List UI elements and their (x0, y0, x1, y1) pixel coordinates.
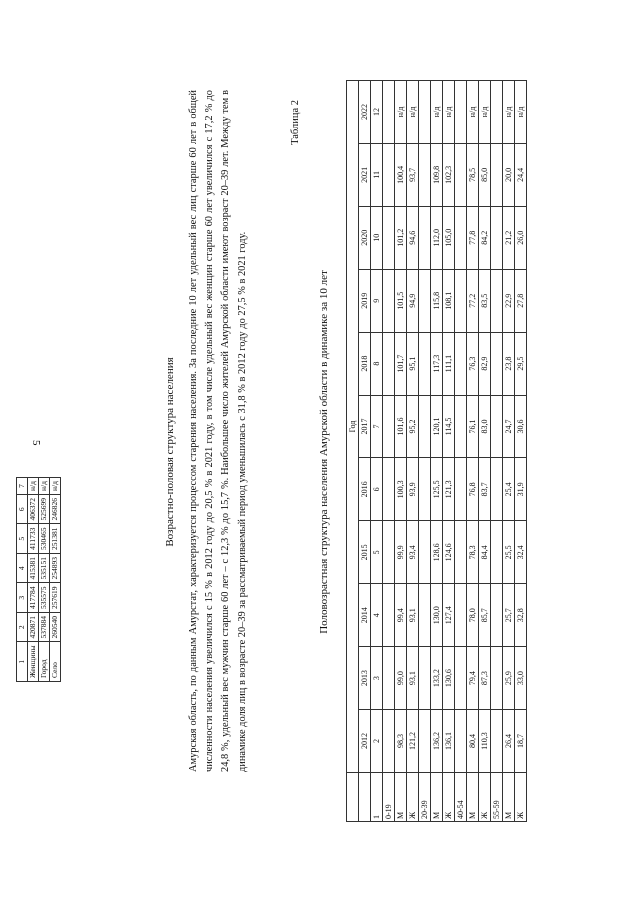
column-number: 12 (371, 81, 383, 144)
section-title: Возрастно-половая структура населения (164, 357, 176, 547)
column-number: 4 (371, 584, 383, 647)
age-group-label: 55-59 (491, 773, 503, 822)
header-cell: 5 (17, 524, 28, 554)
column-number: 5 (371, 521, 383, 584)
value-cell: н/д (467, 81, 479, 144)
age-group-label: 40-54 (455, 773, 467, 822)
sex-label: Ж (407, 773, 419, 822)
value-cell: 33,0 (515, 647, 527, 710)
value-cell: н/д (503, 81, 515, 144)
year-header: 2013 (359, 647, 371, 710)
age-group-row (419, 81, 431, 822)
value-cell: 93,7 (407, 143, 419, 206)
value-cell: 22,9 (503, 269, 515, 332)
value-cell: 32,4 (515, 521, 527, 584)
header-cell: 2 (17, 612, 28, 642)
table-label: Таблица 2 (290, 100, 301, 145)
value-cell: 120,1 (431, 395, 443, 458)
corner-cell (359, 773, 371, 822)
empty-cell (491, 458, 503, 521)
empty-cell (383, 458, 395, 521)
value-cell: 31,9 (515, 458, 527, 521)
table-cell: 537884 (39, 612, 50, 642)
empty-cell (383, 332, 395, 395)
value-cell: н/д (431, 81, 443, 144)
sex-label: Ж (515, 773, 527, 822)
column-number: 6 (371, 458, 383, 521)
empty-cell (419, 395, 431, 458)
value-cell: 83,0 (479, 395, 491, 458)
age-group-row (383, 81, 395, 822)
table-row (515, 81, 527, 822)
empty-cell (491, 647, 503, 710)
year-header: 2022 (359, 81, 371, 144)
table-cell: 251381 (50, 524, 61, 554)
table-cell: 406372 (28, 494, 39, 524)
value-cell: 99,0 (395, 647, 407, 710)
table-row (395, 81, 407, 822)
year-header: 2020 (359, 206, 371, 269)
age-sex-structure-table (346, 80, 527, 822)
page-number: 5 (30, 440, 42, 446)
value-cell: 130,6 (443, 647, 455, 710)
years-row (359, 81, 371, 822)
value-cell: 25,4 (503, 458, 515, 521)
value-cell: 125,5 (431, 458, 443, 521)
empty-cell (383, 521, 395, 584)
value-cell: 130,0 (431, 584, 443, 647)
empty-cell (491, 521, 503, 584)
value-cell: 105,0 (443, 206, 455, 269)
table-cell: 535151 (39, 553, 50, 583)
table-row (431, 81, 443, 822)
value-cell: н/д (515, 81, 527, 144)
sex-label: М (503, 773, 515, 822)
value-cell: 117,3 (431, 332, 443, 395)
value-cell: 78,5 (467, 143, 479, 206)
value-cell: 100,4 (395, 143, 407, 206)
value-cell: 101,5 (395, 269, 407, 332)
empty-cell (383, 269, 395, 332)
table-cell: 535575 (39, 583, 50, 613)
value-cell: 133,2 (431, 647, 443, 710)
year-header: 2015 (359, 521, 371, 584)
value-cell: 102,3 (443, 143, 455, 206)
value-cell: 95,2 (407, 395, 419, 458)
table-cell: 257619 (50, 583, 61, 613)
empty-cell (491, 584, 503, 647)
value-cell: 109,8 (431, 143, 443, 206)
table-cell: 246826 (50, 494, 61, 524)
empty-cell (383, 206, 395, 269)
empty-cell (383, 647, 395, 710)
value-cell: 101,7 (395, 332, 407, 395)
value-cell: 84,2 (479, 206, 491, 269)
empty-cell (419, 206, 431, 269)
column-number: 8 (371, 332, 383, 395)
empty-cell (455, 269, 467, 332)
value-cell: 83,5 (479, 269, 491, 332)
column-number: 2 (371, 710, 383, 773)
value-cell: 21,2 (503, 206, 515, 269)
column-number-row (371, 81, 383, 822)
value-cell: 78,0 (467, 584, 479, 647)
value-cell: 24,7 (503, 395, 515, 458)
value-cell: н/д (395, 81, 407, 144)
value-cell: 30,6 (515, 395, 527, 458)
empty-cell (455, 647, 467, 710)
table-row (479, 81, 491, 822)
sex-label: М (431, 773, 443, 822)
header-cell: 4 (17, 553, 28, 583)
value-cell: 99,9 (395, 521, 407, 584)
empty-cell (455, 143, 467, 206)
table-row (407, 81, 419, 822)
value-cell: 76,1 (467, 395, 479, 458)
value-cell: н/д (407, 81, 419, 144)
value-cell: 32,8 (515, 584, 527, 647)
value-cell: 99,4 (395, 584, 407, 647)
column-number: 10 (371, 206, 383, 269)
year-header: 2014 (359, 584, 371, 647)
settlement-population-table (16, 477, 61, 682)
header-cell: 3 (17, 583, 28, 613)
value-cell: 101,2 (395, 206, 407, 269)
value-cell: 80,4 (467, 710, 479, 773)
value-cell: 115,8 (431, 269, 443, 332)
empty-cell (491, 269, 503, 332)
value-cell: 114,5 (443, 395, 455, 458)
empty-cell (383, 584, 395, 647)
value-cell: 82,9 (479, 332, 491, 395)
value-cell: 23,8 (503, 332, 515, 395)
age-group-row (455, 81, 467, 822)
value-cell: 20,0 (503, 143, 515, 206)
table-cell: 411733 (28, 524, 39, 554)
table-title: Половозрастная структура населения Амурской области в динамике за 10 лет (318, 270, 330, 634)
value-cell: 136,1 (443, 710, 455, 773)
table-cell: н/д (50, 478, 61, 495)
table-row (503, 81, 515, 822)
table-row (443, 81, 455, 822)
value-cell: н/д (443, 81, 455, 144)
empty-cell (419, 521, 431, 584)
column-number: 1 (371, 773, 383, 822)
value-cell: 101,6 (395, 395, 407, 458)
value-cell: 76,8 (467, 458, 479, 521)
column-number: 7 (371, 395, 383, 458)
table-header-row (17, 478, 28, 682)
year-header: 2021 (359, 143, 371, 206)
table-cell: 260540 (50, 612, 61, 642)
year-header: 2019 (359, 269, 371, 332)
value-cell: 100,3 (395, 458, 407, 521)
value-cell: 26,0 (515, 206, 527, 269)
table-cell: 420871 (28, 612, 39, 642)
year-header: 2018 (359, 332, 371, 395)
value-cell: 78,3 (467, 521, 479, 584)
empty-cell (455, 521, 467, 584)
value-cell: 93,1 (407, 647, 419, 710)
empty-cell (419, 143, 431, 206)
age-group-row (491, 81, 503, 822)
value-cell: 111,1 (443, 332, 455, 395)
value-cell: 94,6 (407, 206, 419, 269)
value-cell: 77,8 (467, 206, 479, 269)
empty-cell (455, 395, 467, 458)
column-group-label: Год (347, 81, 359, 773)
empty-cell (491, 206, 503, 269)
year-header: 2012 (359, 710, 371, 773)
body-paragraph: Амурская область, по данным Амурстат, характеризуется процессом старения населения. За последние 10 лет удельный вес лиц старше 60 лет в общей численности населения увеличился с 15 % в 2012 году до 20,5 % в 2021 году, в том числе удельный вес женщин старше 60 лет увеличился с 17,2 % до 24,8 %, удельный вес мужчин старше 60 лет – с 12,3 % до 15,7 %. Наибольшее число жителей Амурской области имеют возраст 20–39 лет. Между тем в динамике доля лиц в возрасте 20–39 за рассматриваемый период уменьшилась с 31,8 % в 2012 году до 27,5 % в 2021 году. (188, 90, 248, 772)
empty-cell (455, 584, 467, 647)
sex-label: М (395, 773, 407, 822)
value-cell: 77,2 (467, 269, 479, 332)
header-cell: 6 (17, 494, 28, 524)
table-row (467, 81, 479, 822)
empty-cell (383, 81, 395, 144)
table-cell: н/д (39, 478, 50, 495)
value-cell: 79,4 (467, 647, 479, 710)
empty-cell (491, 710, 503, 773)
empty-cell (419, 269, 431, 332)
empty-cell (491, 81, 503, 144)
header-cell: 1 (17, 642, 28, 682)
value-cell: 94,9 (407, 269, 419, 332)
table-cell: 417784 (28, 583, 39, 613)
empty-cell (491, 332, 503, 395)
empty-cell (419, 710, 431, 773)
value-cell: 110,3 (479, 710, 491, 773)
value-cell: 27,8 (515, 269, 527, 332)
value-cell: 85,7 (479, 584, 491, 647)
group-header-row (347, 81, 359, 822)
value-cell: 25,5 (503, 521, 515, 584)
empty-cell (383, 143, 395, 206)
empty-cell (491, 395, 503, 458)
value-cell: 84,4 (479, 521, 491, 584)
age-group-label: 20-39 (419, 773, 431, 822)
empty-cell (491, 143, 503, 206)
table-cell: 525699 (39, 494, 50, 524)
empty-cell (455, 710, 467, 773)
value-cell: 24,4 (515, 143, 527, 206)
year-header: 2017 (359, 395, 371, 458)
value-cell: 136,2 (431, 710, 443, 773)
empty-cell (419, 458, 431, 521)
value-cell: 98,3 (395, 710, 407, 773)
sex-label: Ж (479, 773, 491, 822)
value-cell: 121,3 (443, 458, 455, 521)
empty-cell (419, 647, 431, 710)
column-number: 11 (371, 143, 383, 206)
sex-label: Ж (443, 773, 455, 822)
empty-cell (455, 206, 467, 269)
column-number: 3 (371, 647, 383, 710)
value-cell: 83,7 (479, 458, 491, 521)
table-cell: 254893 (50, 553, 61, 583)
value-cell: 124,6 (443, 521, 455, 584)
value-cell: 121,2 (407, 710, 419, 773)
table-cell: 530465 (39, 524, 50, 554)
empty-cell (455, 81, 467, 144)
row-label: Женщины (28, 642, 39, 682)
value-cell: 128,6 (431, 521, 443, 584)
empty-cell (419, 584, 431, 647)
age-group-label: 0-19 (383, 773, 395, 822)
value-cell: 29,5 (515, 332, 527, 395)
empty-cell (383, 710, 395, 773)
value-cell: 85,0 (479, 143, 491, 206)
empty-cell (419, 81, 431, 144)
empty-cell (455, 332, 467, 395)
value-cell: 87,3 (479, 647, 491, 710)
header-cell: 7 (17, 478, 28, 495)
value-cell: 108,1 (443, 269, 455, 332)
value-cell: 18,7 (515, 710, 527, 773)
value-cell: 25,7 (503, 584, 515, 647)
value-cell: 25,9 (503, 647, 515, 710)
value-cell: 93,1 (407, 584, 419, 647)
value-cell: 26,4 (503, 710, 515, 773)
table-cell: 415381 (28, 553, 39, 583)
table-cell: н/д (28, 478, 39, 495)
value-cell: 112,0 (431, 206, 443, 269)
value-cell: 76,3 (467, 332, 479, 395)
table-row (50, 478, 61, 682)
value-cell: н/д (479, 81, 491, 144)
row-label: Село (50, 642, 61, 682)
empty-cell (419, 332, 431, 395)
value-cell: 127,4 (443, 584, 455, 647)
column-number: 9 (371, 269, 383, 332)
table-row (39, 478, 50, 682)
empty-cell (383, 395, 395, 458)
year-header: 2016 (359, 458, 371, 521)
row-label: Город (39, 642, 50, 682)
sex-label: М (467, 773, 479, 822)
value-cell: 93,9 (407, 458, 419, 521)
value-cell: 95,1 (407, 332, 419, 395)
empty-cell (455, 458, 467, 521)
value-cell: 93,4 (407, 521, 419, 584)
corner-cell (347, 773, 359, 822)
table-row (28, 478, 39, 682)
